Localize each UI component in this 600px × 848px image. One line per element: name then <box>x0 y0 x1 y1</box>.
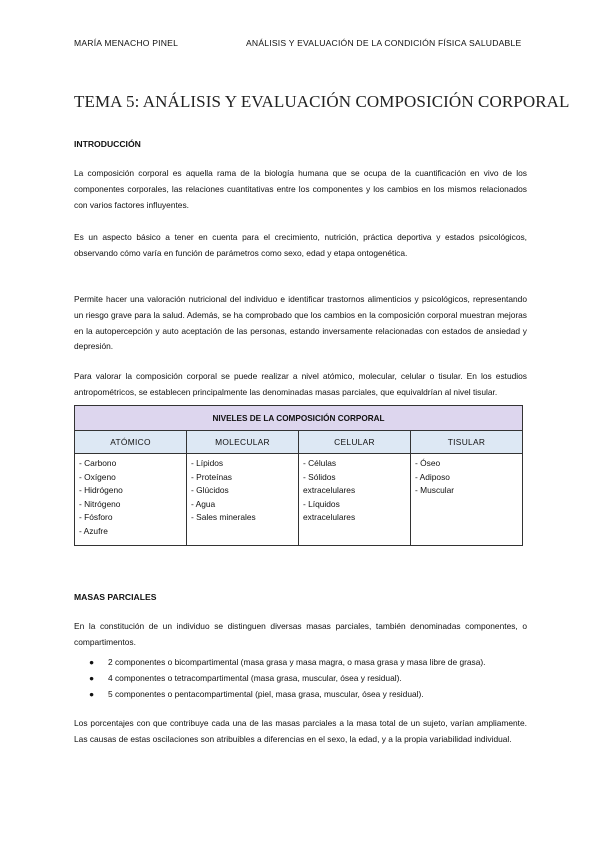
masas-heading: MASAS PARCIALES <box>74 592 157 602</box>
table-cell-line: - Agua <box>191 498 216 509</box>
table-cell-line: extracelulares <box>303 512 356 523</box>
table-cell-line: extracelulares <box>303 485 356 496</box>
table-cell-line: - Azufre <box>79 525 108 536</box>
header-author: MARÍA MENACHO PINEL <box>74 38 179 48</box>
cell-tisular <box>411 454 523 546</box>
cell-molecular <box>187 454 299 546</box>
table-cell-line: - Adiposo <box>415 471 450 482</box>
table-cell-line: - Óseo <box>415 458 441 468</box>
levels-table-title: NIVELES DE LA COMPOSICIÓN CORPORAL <box>75 406 523 431</box>
intro-paragraph-1: La composición corporal es aquella rama de la biología humana que se ocupa de la cuantificación en vivo de los componentes corporales, las relaciones cuantitativas entre los componentes y los cambios en los mismos relacionados con varios factores influyentes. <box>74 168 527 210</box>
table-cell-line: - Lípidos <box>191 458 224 468</box>
list-item-text: 2 componentes o bicompartimental (masa grasa y masa magra, o masa grasa y masa libre de grasa). <box>108 657 486 667</box>
table-cell-line: - Nitrógeno <box>79 498 121 509</box>
list-item <box>74 687 527 703</box>
column-header-celular: CELULAR <box>299 431 411 454</box>
column-header-tisular: TISULAR <box>411 431 523 454</box>
header-course: ANÁLISIS Y EVALUACIÓN DE LA CONDICIÓN FÍSICA SALUDABLE <box>246 38 522 48</box>
intro-paragraph-3: Permite hacer una valoración nutricional del individuo e identificar trastornos alimenticios y psicológicos, representando un riesgo grave para la salud. Además, se ha comprobado que los cambios en la composición corporal muestran mejoras en la autopercepción y auto aceptación de las personas, estando inversamente relacionadas con estados de ansiedad y depresión. <box>74 294 527 352</box>
document-title: TEMA 5: ANÁLISIS Y EVALUACIÓN COMPOSICIÓN CORPORAL <box>74 92 570 111</box>
table-cell-line: - Fósforo <box>79 512 113 523</box>
table-cell-line: - Proteínas <box>191 471 232 482</box>
intro-paragraph-2: Es un aspecto básico a tener en cuenta para el crecimiento, nutrición, práctica deportiva y estados psicológicos, observando cómo varía en función de parámetros como sexo, edad y etapa ontogenética. <box>74 232 527 258</box>
bullet-icon: ● <box>89 657 95 667</box>
table-cell-line: - Sales minerales <box>191 512 256 523</box>
table-cell-line: - Líquidos <box>303 498 340 509</box>
bullet-icon: ● <box>89 672 95 683</box>
table-cell-line: - Hidrógeno <box>79 485 123 496</box>
table-cell-line: - Glúcidos <box>191 485 229 496</box>
cell-celular <box>299 454 411 546</box>
table-cell-line: - Oxígeno <box>79 471 116 482</box>
masas-closing: Los porcentajes con que contribuye cada una de las masas parciales a la masa total de un sujeto, varían ampliamente. Las causas de estas oscilaciones son atribuibles a diferencias en el sexo, la edad, y a la propia variabilidad individual. <box>74 718 527 744</box>
cell-atomico <box>75 454 187 546</box>
column-header-atomico: ATÓMICO <box>75 431 187 454</box>
table-cell-line: - Sólidos <box>303 471 336 482</box>
table-cell-line: - Células <box>303 458 337 468</box>
list-item <box>74 671 527 687</box>
column-header-molecular: MOLECULAR <box>187 431 299 454</box>
table-cell-line: - Carbono <box>79 458 117 468</box>
list-item-text: 4 componentes o tetracompartimental (masa grasa, muscular, ósea y residual). <box>108 672 402 683</box>
masas-bullet-list <box>74 655 527 702</box>
list-item <box>74 655 527 671</box>
masas-intro: En la constitución de un individuo se distinguen diversas masas parciales, también denominadas componentes, o compartimentos. <box>74 621 527 647</box>
table-cell-line: - Muscular <box>415 485 455 496</box>
levels-table <box>74 405 523 546</box>
bullet-icon: ● <box>89 688 95 699</box>
intro-heading: INTRODUCCIÓN <box>74 139 141 149</box>
list-item-text: 5 componentes o pentacompartimental (piel, masa grasa, muscular, ósea y residual). <box>108 688 424 699</box>
intro-paragraph-4: Para valorar la composición corporal se puede realizar a nivel atómico, molecular, celular o tisular. En los estudios antropométricos, se establecen principalmente las denominadas masas parciales, que equivaldrían al nivel tisular. <box>74 371 527 397</box>
